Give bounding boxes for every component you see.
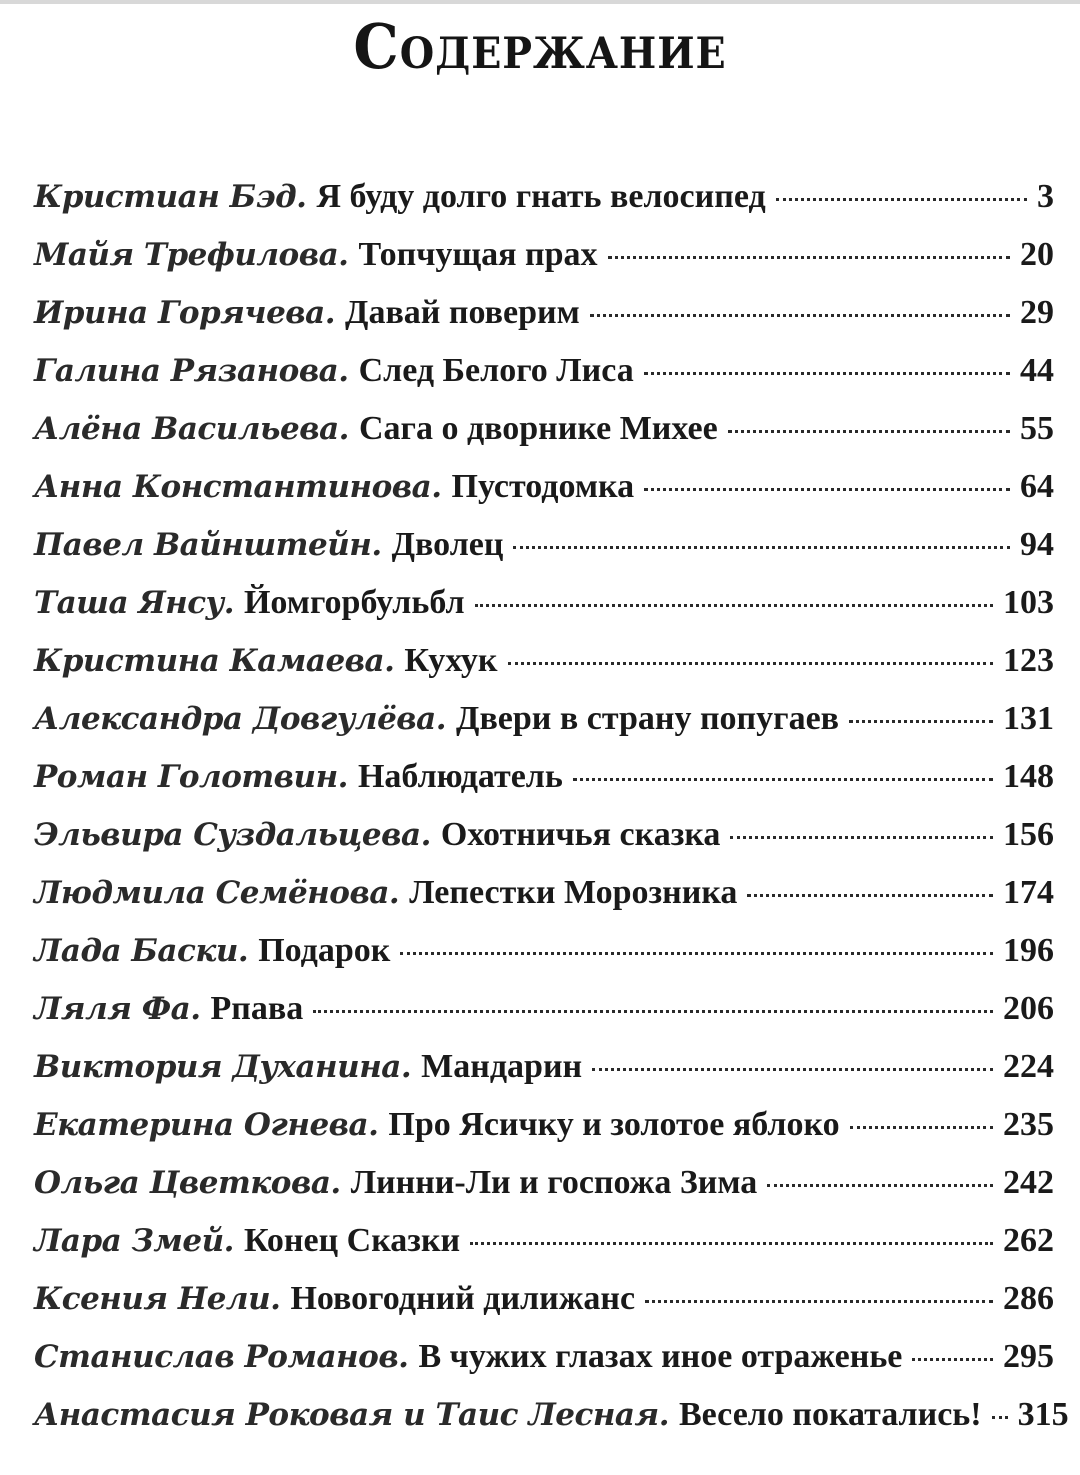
toc-work-title: Конец Сказки	[243, 1222, 461, 1259]
toc-page-number: 44	[1020, 352, 1054, 389]
toc-page-number: 123	[1003, 642, 1054, 679]
table-of-contents	[34, 178, 1069, 1454]
toc-work-title: Подарок	[258, 932, 391, 969]
toc-entry	[34, 1280, 1054, 1338]
toc-work-title: Мандарин	[421, 1048, 583, 1085]
toc-page-number: 29	[1020, 294, 1054, 331]
dot-leader	[573, 778, 993, 781]
toc-work-title: Новогодний дилижанс	[290, 1280, 636, 1317]
top-divider	[0, 0, 1080, 4]
dot-leader	[747, 894, 993, 897]
toc-entry	[34, 932, 1054, 990]
toc-page-number: 286	[1003, 1280, 1054, 1317]
dot-leader	[590, 314, 1010, 317]
dot-leader	[644, 488, 1010, 491]
toc-page-number: 131	[1003, 700, 1054, 737]
toc-author: Ляля Фа.	[34, 991, 201, 1027]
toc-author: Анастасия Роковая и Таис Лесная.	[34, 1397, 669, 1433]
toc-page-number: 206	[1003, 990, 1054, 1027]
toc-work-title: Йомгорбульбл	[243, 584, 465, 621]
toc-page-number: 94	[1020, 526, 1054, 563]
toc-page-number: 3	[1037, 178, 1054, 215]
dot-leader	[513, 546, 1010, 549]
toc-page-number: 224	[1003, 1048, 1054, 1085]
dot-leader	[850, 1126, 993, 1129]
dot-leader	[592, 1068, 993, 1071]
toc-page-number: 196	[1003, 932, 1054, 969]
toc-page-number: 64	[1020, 468, 1054, 505]
dot-leader	[475, 604, 993, 607]
toc-entry	[34, 1164, 1054, 1222]
dot-leader	[730, 836, 993, 839]
toc-author: Павел Вайнштейн.	[34, 527, 382, 563]
toc-work-title: След Белого Лиса	[358, 352, 634, 389]
toc-author: Станислав Романов.	[34, 1339, 409, 1375]
dot-leader	[728, 430, 1010, 433]
toc-entry	[34, 874, 1054, 932]
toc-author: Александра Довгулёва.	[34, 701, 447, 737]
toc-work-title: Про Ясичку и золотое яблоко	[388, 1106, 840, 1143]
dot-leader	[767, 1184, 993, 1187]
dot-leader	[992, 1416, 1008, 1419]
toc-author: Ольга Цветкова.	[34, 1165, 341, 1201]
dot-leader	[644, 372, 1010, 375]
dot-leader	[400, 952, 993, 955]
toc-page-number: 55	[1020, 410, 1054, 447]
toc-author: Ксения Нели.	[34, 1281, 281, 1317]
toc-entry	[34, 1338, 1054, 1396]
toc-page-number: 262	[1003, 1222, 1054, 1259]
toc-entry	[34, 1396, 1069, 1454]
toc-page-number: 103	[1003, 584, 1054, 621]
toc-page-number: 20	[1020, 236, 1054, 273]
toc-work-title: Топчущая прах	[358, 236, 598, 273]
toc-author: Эльвира Суздальцева.	[34, 817, 431, 853]
toc-entry	[34, 526, 1054, 584]
toc-work-title: Пустодомка	[451, 468, 635, 505]
toc-entry	[34, 178, 1054, 236]
toc-work-title: Кухук	[404, 642, 498, 679]
toc-work-title: Давай поверим	[345, 294, 580, 331]
toc-entry	[34, 990, 1054, 1048]
toc-author: Виктория Духанина.	[34, 1049, 412, 1085]
toc-author: Ирина Горячева.	[34, 295, 336, 331]
dot-leader	[470, 1242, 993, 1245]
toc-entry	[34, 1048, 1054, 1106]
toc-author: Майя Трефилова.	[34, 237, 349, 273]
toc-work-title: Охотничья сказка	[440, 816, 721, 853]
toc-author: Людмила Семёнова.	[34, 875, 400, 911]
toc-work-title: Дволец	[391, 526, 504, 563]
toc-work-title: Двери в страну попугаев	[456, 700, 840, 737]
toc-work-title: Сага о дворнике Михее	[358, 410, 718, 447]
dot-leader	[608, 256, 1011, 259]
toc-entry	[34, 758, 1054, 816]
toc-page-number: 295	[1003, 1338, 1054, 1375]
toc-page-number: 156	[1003, 816, 1054, 853]
toc-author: Алёна Васильева.	[34, 411, 349, 447]
dot-leader	[912, 1358, 993, 1361]
toc-work-title: Линни-Ли и госпожа Зима	[350, 1164, 758, 1201]
toc-work-title: Лепестки Морозника	[409, 874, 738, 911]
toc-entry	[34, 642, 1054, 700]
toc-author: Анна Константинова.	[34, 469, 442, 505]
toc-entry	[34, 236, 1054, 294]
toc-page-number: 148	[1003, 758, 1054, 795]
toc-work-title: Рпава	[210, 990, 304, 1027]
toc-author: Кристиан Бэд.	[34, 179, 307, 215]
toc-author: Лада Баски.	[34, 933, 249, 969]
toc-author: Галина Рязанова.	[34, 353, 349, 389]
toc-work-title: Весело покатались!	[679, 1396, 982, 1433]
toc-entry	[34, 410, 1054, 468]
dot-leader	[313, 1010, 993, 1013]
toc-entry	[34, 468, 1054, 526]
toc-author: Роман Голотвин.	[34, 759, 348, 795]
toc-page-number: 315	[1017, 1396, 1069, 1433]
toc-entry	[34, 1106, 1054, 1164]
toc-author: Екатерина Огнева.	[34, 1107, 379, 1143]
toc-page-number: 242	[1003, 1164, 1054, 1201]
toc-entry	[34, 816, 1054, 874]
toc-entry	[34, 352, 1054, 410]
toc-page-number: 174	[1003, 874, 1054, 911]
toc-author: Лара Змей.	[34, 1223, 234, 1259]
toc-page-number: 235	[1003, 1106, 1054, 1143]
toc-work-title: Наблюдатель	[357, 758, 563, 795]
dot-leader	[645, 1300, 993, 1303]
dot-leader	[849, 720, 993, 723]
page-title: Содержание	[353, 10, 727, 83]
toc-entry	[34, 584, 1054, 642]
toc-author: Таша Янсу.	[34, 585, 234, 621]
toc-entry	[34, 1222, 1054, 1280]
toc-entry	[34, 294, 1054, 352]
dot-leader	[508, 662, 993, 665]
dot-leader	[776, 198, 1027, 201]
toc-work-title: Я буду долго гнать велосипед	[316, 178, 766, 215]
toc-work-title: В чужих глазах иное отраженье	[418, 1338, 903, 1375]
toc-author: Кристина Камаева.	[34, 643, 395, 679]
toc-entry	[34, 700, 1054, 758]
